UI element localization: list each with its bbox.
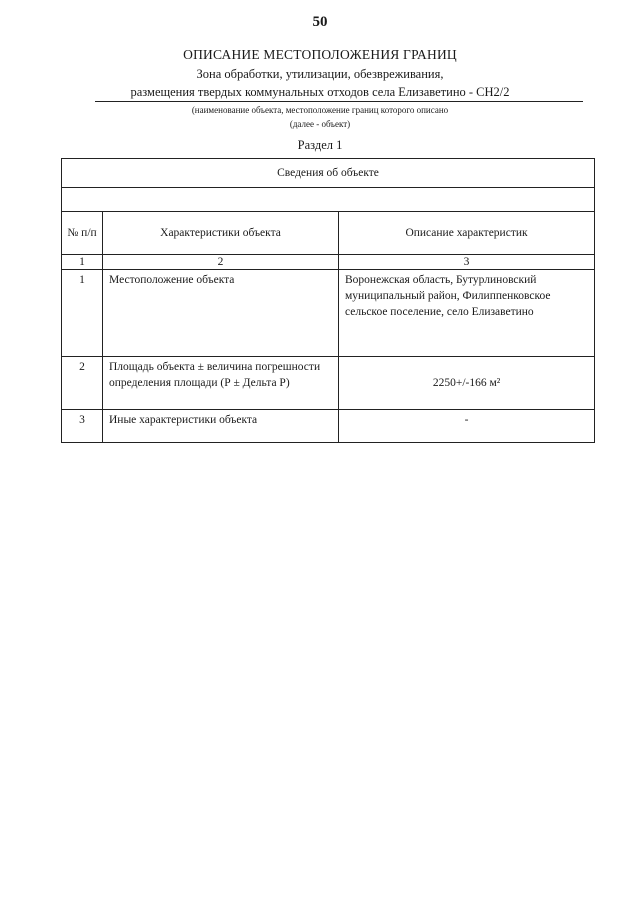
table-spacer-cell <box>62 188 595 212</box>
row-2-description: 2250+/-166 м² <box>339 357 595 410</box>
row-3-num: 3 <box>62 410 103 443</box>
column-number-2: 2 <box>103 255 339 270</box>
table-caption: Сведения об объекте <box>62 159 595 188</box>
object-name-note-line-1: (наименование объекта, местоположение границ которого описано <box>191 105 449 115</box>
column-numbers-row <box>62 255 595 270</box>
column-number-3: 3 <box>339 255 595 270</box>
row-2-num: 2 <box>62 357 103 410</box>
header-num: № п/п <box>62 212 103 255</box>
section-heading: Раздел 1 <box>297 138 343 152</box>
underline-rule <box>95 101 583 102</box>
table-header-row <box>62 212 595 255</box>
table-spacer-row <box>62 188 595 212</box>
row-2-characteristic: Площадь объекта ± величина погрешности определения площади (Р ± Дельта Р) <box>103 357 339 410</box>
row-1-description: Воронежская область, Бутурлиновский муниципальный район, Филиппенковское сельское поселение, село Елизаветино <box>339 270 595 357</box>
row-3-characteristic: Иные характеристики объекта <box>103 410 339 443</box>
object-info-table <box>61 158 595 443</box>
row-1-characteristic: Местоположение объекта <box>103 270 339 357</box>
table-row <box>62 357 595 410</box>
object-name-note-line-2: (далее - объект) <box>289 119 351 129</box>
document-title: ОПИСАНИЕ МЕСТОПОЛОЖЕНИЯ ГРАНИЦ <box>183 47 457 62</box>
page-number: 50 <box>312 14 328 30</box>
object-name-line-1: Зона обработки, утилизации, обезвреживания, <box>196 67 444 81</box>
table-row <box>62 270 595 357</box>
column-number-1: 1 <box>62 255 103 270</box>
header-characteristics: Характеристики объекта <box>103 212 339 255</box>
table-row <box>62 410 595 443</box>
row-3-description: - <box>339 410 595 443</box>
header-description: Описание характеристик <box>339 212 595 255</box>
table-caption-row <box>62 159 595 188</box>
object-name-line-2: размещения твердых коммунальных отходов села Елизаветино - СН2/2 <box>130 85 510 99</box>
row-1-num: 1 <box>62 270 103 357</box>
